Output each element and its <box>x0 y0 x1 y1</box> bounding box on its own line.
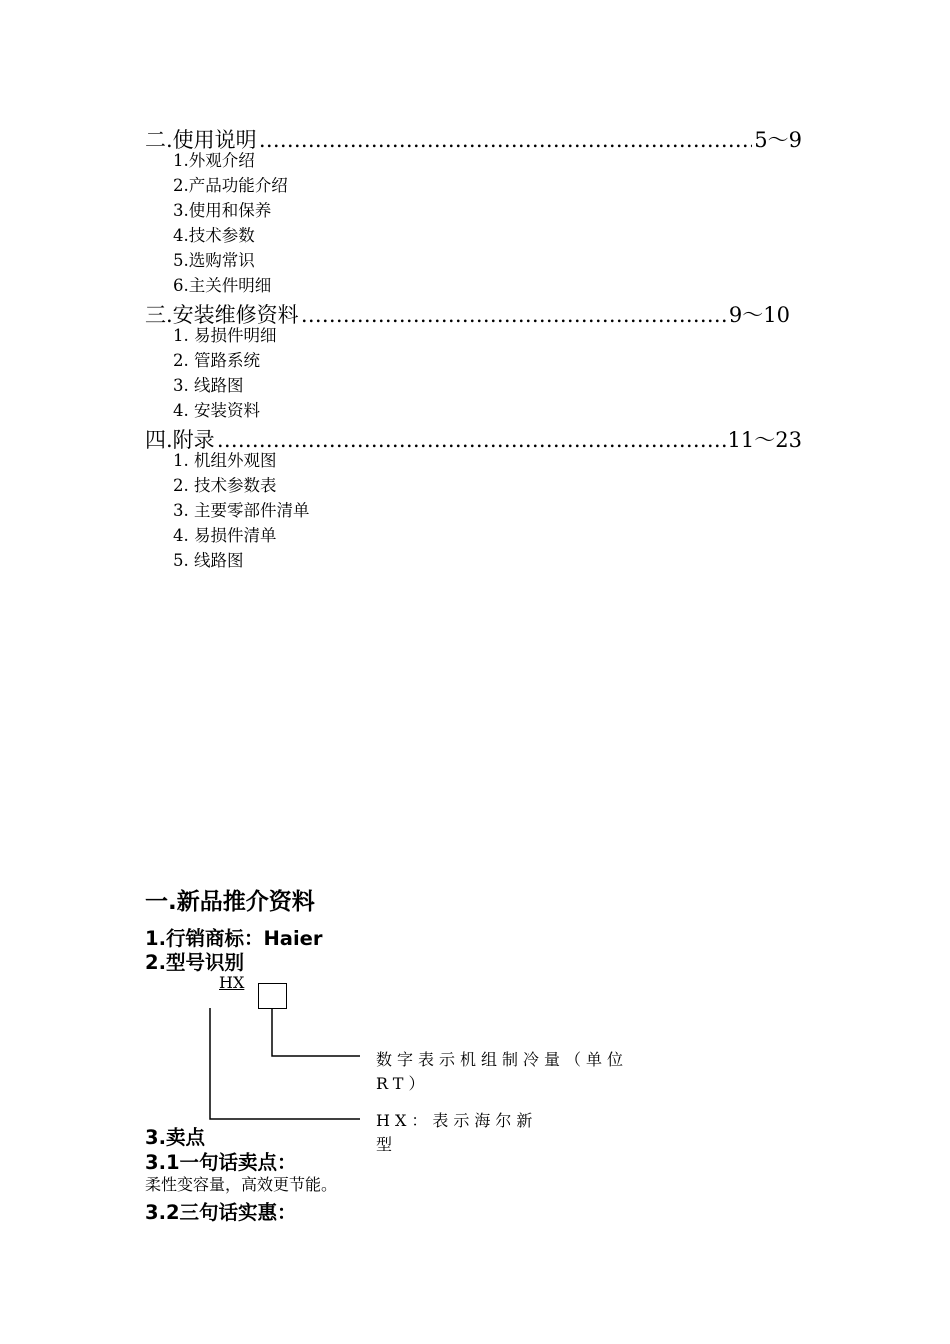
toc-item[interactable]: 5. 线路图 <box>173 551 244 570</box>
toc-heading-title: 三.安装维修资料 <box>145 303 299 327</box>
toc-item[interactable]: 2. 技术参数表 <box>173 476 277 495</box>
toc-item[interactable]: 4.技术参数 <box>173 226 255 245</box>
toc-page-range: 9～10 <box>728 303 790 327</box>
toc-item[interactable]: 1.外观介绍 <box>173 151 255 170</box>
capacity-note-line: RT） <box>376 1074 430 1093</box>
model-prefix: HX <box>219 973 245 992</box>
toc-item[interactable]: 2.产品功能介绍 <box>173 176 288 195</box>
hx-note <box>376 1109 537 1157</box>
trademark-heading: 1.行销商标：Haier <box>145 927 323 950</box>
toc-item[interactable]: 4. 易损件清单 <box>173 526 277 545</box>
toc-item[interactable]: 6.主关件明细 <box>173 276 272 295</box>
toc-heading-title: 四.附录 <box>145 428 215 452</box>
toc-item[interactable]: 1. 易损件明细 <box>173 326 277 345</box>
toc-item[interactable]: 3. 主要零部件清单 <box>173 501 310 520</box>
toc-item[interactable]: 5.选购常识 <box>173 251 255 270</box>
toc-item[interactable]: 3.使用和保养 <box>173 201 272 220</box>
one-sentence-heading: 3.1一句话卖点： <box>145 1151 297 1174</box>
hx-note-line: 型 <box>376 1135 398 1154</box>
selling-points-heading: 3.卖点 <box>145 1126 205 1149</box>
toc-page-range: 11～23 <box>727 428 802 452</box>
capacity-note <box>376 1048 628 1096</box>
toc-item[interactable]: 4. 安装资料 <box>173 401 260 420</box>
hx-note-line: HX：表示海尔新 <box>376 1111 538 1130</box>
toc-item[interactable]: 3. 线路图 <box>173 376 244 395</box>
section-title: 一.新品推介资料 <box>145 889 315 915</box>
one-sentence-text: 柔性变容量，高效更节能。 <box>145 1175 338 1194</box>
toc-item[interactable]: 1. 机组外观图 <box>173 451 277 470</box>
toc-item[interactable]: 2. 管路系统 <box>173 351 260 370</box>
toc-heading-title: 二.使用说明 <box>145 128 257 152</box>
model-id-heading: 2.型号识别 <box>145 951 244 974</box>
three-sentence-heading: 3.2三句话实惠： <box>145 1201 297 1224</box>
capacity-note-line: 数字表示机组制冷量（单位 <box>376 1050 629 1069</box>
toc-page-range: 5～9 <box>754 128 802 152</box>
